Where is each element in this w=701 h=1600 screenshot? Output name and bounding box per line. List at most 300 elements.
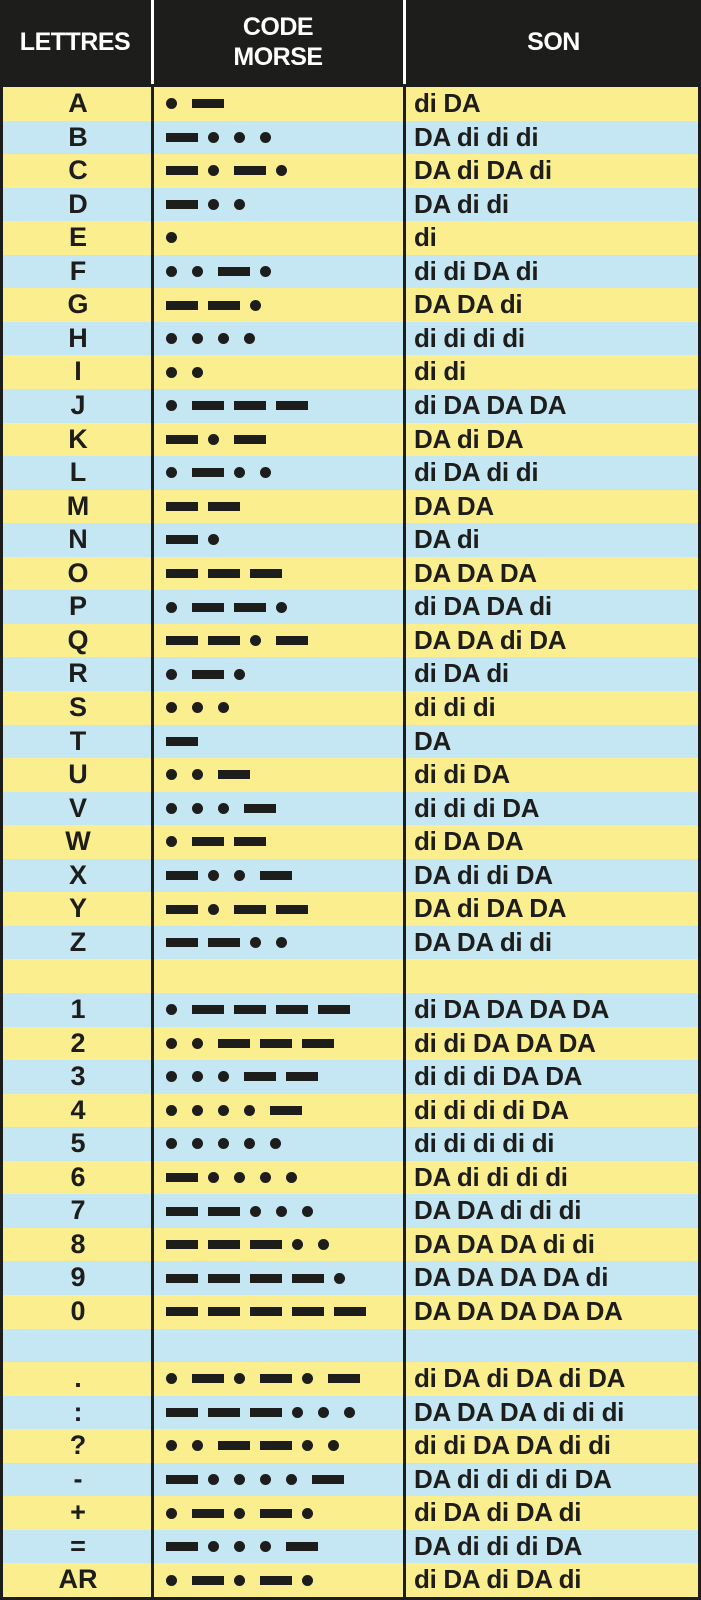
morse-dot [276, 165, 287, 176]
morse-dot [234, 1541, 245, 1552]
column-divider [151, 557, 154, 591]
letter-cell: T [69, 725, 87, 756]
morse-dot [166, 1575, 177, 1586]
morse-dash [192, 670, 224, 679]
morse-dot [286, 1172, 297, 1183]
morse-dash [208, 938, 240, 947]
morse-dash [234, 603, 266, 612]
morse-dot [192, 769, 203, 780]
letter-cell: 8 [70, 1228, 86, 1259]
morse-dash [166, 200, 198, 209]
letter-cell: W [65, 826, 91, 857]
morse-dot [208, 1172, 219, 1183]
letter-cell: V [68, 792, 87, 823]
morse-dot [208, 1474, 219, 1485]
morse-dash [166, 1475, 198, 1484]
letter-cell: 6 [70, 1161, 86, 1192]
morse-code-cell [156, 1563, 413, 1597]
morse-code-cell [156, 892, 413, 926]
column-divider [151, 456, 154, 490]
column-divider [151, 1194, 154, 1228]
morse-dot [166, 803, 177, 814]
morse-dot [234, 1474, 245, 1485]
morse-dash [166, 1542, 198, 1551]
letter-cell: G [67, 289, 89, 320]
morse-dash [244, 804, 276, 813]
morse-code-cell [156, 490, 413, 524]
table-row [3, 322, 698, 356]
morse-dot [250, 635, 261, 646]
morse-code-cell [156, 624, 413, 658]
morse-dot [334, 1273, 345, 1284]
table-row [3, 1094, 698, 1128]
letter-cell: U [68, 759, 88, 790]
table-row [3, 1027, 698, 1061]
morse-dash [270, 1106, 302, 1115]
morse-dot [208, 434, 219, 445]
letter-cell: . [74, 1363, 82, 1394]
morse-code-cell [156, 926, 413, 960]
table-row [3, 993, 698, 1027]
column-divider [151, 1396, 154, 1430]
morse-dash [192, 468, 224, 477]
morse-dash [166, 1207, 198, 1216]
morse-dash [302, 1039, 334, 1048]
sound-cell [406, 959, 688, 993]
morse-dash [276, 905, 308, 914]
letter-cell: Y [68, 893, 87, 924]
morse-code-cell [156, 859, 413, 893]
sound-cell: di di DA [414, 759, 510, 790]
morse-dot [192, 803, 203, 814]
morse-dot [192, 1038, 203, 1049]
morse-dash [166, 133, 198, 142]
letter-cell: Q [67, 624, 89, 655]
morse-dash [292, 1274, 324, 1283]
morse-dash [276, 1005, 308, 1014]
morse-dot [260, 1541, 271, 1552]
morse-dash [234, 435, 266, 444]
morse-dot [276, 602, 287, 613]
morse-code-cell [156, 221, 413, 255]
header-letters-label: LETTRES [19, 28, 131, 56]
table-row [3, 1060, 698, 1094]
morse-dash [192, 1576, 224, 1585]
morse-dash [234, 1005, 266, 1014]
morse-code-cell [156, 1530, 413, 1564]
morse-dot [166, 769, 177, 780]
morse-dash [234, 837, 266, 846]
morse-code-cell [156, 188, 413, 222]
table-row [3, 423, 698, 457]
table-row [3, 691, 698, 725]
morse-dash [208, 502, 240, 511]
table-row [3, 1194, 698, 1228]
morse-dash [260, 1509, 292, 1518]
sound-cell: DA di di [414, 188, 509, 219]
morse-dot [302, 1508, 313, 1519]
morse-dot [292, 1407, 303, 1418]
morse-code-cell [156, 1396, 413, 1430]
morse-dash [166, 166, 198, 175]
morse-dash [260, 871, 292, 880]
morse-dot [250, 1206, 261, 1217]
sound-cell: DA di DA di [414, 155, 552, 186]
sound-cell: di di di di di [414, 1128, 555, 1159]
morse-code-cell [156, 1060, 413, 1094]
letter-cell: J [70, 390, 86, 420]
column-divider [151, 1127, 154, 1161]
table-row [3, 456, 698, 490]
morse-dot [218, 1071, 229, 1082]
sound-cell: DA di [414, 524, 480, 555]
morse-dash [328, 1374, 360, 1383]
header-code [153, 0, 403, 84]
morse-dash [250, 1408, 282, 1417]
column-divider [151, 389, 154, 423]
header-code-line1: CODE [242, 13, 314, 41]
sound-cell: di di [414, 356, 466, 387]
table-row [3, 758, 698, 792]
morse-dot [192, 367, 203, 378]
morse-code-cell [156, 1194, 413, 1228]
letter-cell: 0 [70, 1296, 86, 1326]
morse-dot [244, 333, 255, 344]
table-row [3, 1295, 698, 1329]
morse-dot [208, 199, 219, 210]
morse-dot [260, 266, 271, 277]
morse-code-cell [156, 154, 413, 188]
sound-cell: DA di DA DA [414, 893, 567, 924]
morse-dash [166, 502, 198, 511]
morse-dash [166, 1408, 198, 1417]
morse-dot [192, 702, 203, 713]
morse-dash [250, 1240, 282, 1249]
sound-cell: DA di di di DA [414, 1530, 583, 1561]
table-row [3, 1362, 698, 1396]
morse-dot [208, 534, 219, 545]
column-divider [151, 1530, 154, 1564]
morse-dot [276, 937, 287, 948]
column-divider [151, 255, 154, 289]
morse-dash [318, 1005, 350, 1014]
morse-dash [260, 1374, 292, 1383]
sound-cell: di di di DA [414, 792, 540, 823]
morse-dot [318, 1239, 329, 1250]
sound-cell: DA di di DA [414, 859, 553, 890]
column-divider [151, 523, 154, 557]
morse-dot [260, 1474, 271, 1485]
letter-cell: 7 [70, 1195, 86, 1226]
morse-code-cell [156, 1228, 413, 1262]
morse-dash [192, 1509, 224, 1518]
morse-code-cell [156, 725, 413, 759]
header-letters [0, 0, 150, 84]
morse-dot [234, 870, 245, 881]
morse-dot [234, 1373, 245, 1384]
morse-dot [166, 333, 177, 344]
letter-cell: AR [58, 1564, 98, 1595]
column-divider [151, 691, 154, 725]
sound-cell: DA DA DA DA DA [414, 1296, 623, 1326]
morse-dash [166, 569, 198, 578]
morse-dash [192, 99, 224, 108]
morse-dot [302, 1373, 313, 1384]
letter-cell: 3 [70, 1061, 86, 1092]
morse-dash [208, 569, 240, 578]
letter-cell: L [69, 457, 87, 488]
morse-code-cell [156, 423, 413, 457]
morse-dash [334, 1307, 366, 1316]
morse-dash [250, 1307, 282, 1316]
sound-cell: DA di di di [414, 121, 539, 152]
sound-cell: di DA [414, 88, 481, 118]
sound-cell: DA DA DA DA di [414, 1262, 609, 1293]
morse-code-cell [156, 1463, 413, 1497]
letter-cell: + [70, 1497, 86, 1528]
sound-cell: DA DA di [414, 289, 523, 320]
column-divider [151, 221, 154, 255]
column-divider [151, 657, 154, 691]
table-row [3, 1563, 698, 1597]
sound-cell: DA DA DA [414, 557, 537, 588]
morse-dot [166, 1138, 177, 1149]
morse-dash [276, 401, 308, 410]
letter-cell: Z [69, 926, 87, 957]
column-divider [151, 1362, 154, 1396]
table-row [3, 1261, 698, 1295]
column-divider [151, 121, 154, 155]
morse-dash [312, 1475, 344, 1484]
morse-dash [250, 569, 282, 578]
morse-dash [234, 905, 266, 914]
morse-dash [166, 301, 198, 310]
morse-dash [260, 1039, 292, 1048]
letter-cell: I [74, 356, 82, 387]
morse-dash [166, 938, 198, 947]
header-sound-label: SON [527, 28, 580, 56]
column-divider [151, 825, 154, 859]
column-divider [151, 792, 154, 826]
morse-dash [218, 1039, 250, 1048]
table-row [3, 926, 698, 960]
morse-code-cell [156, 1362, 413, 1396]
column-divider [151, 993, 154, 1027]
morse-code-cell [156, 322, 413, 356]
morse-dash [166, 1173, 198, 1182]
column-divider [151, 322, 154, 356]
morse-code-cell [156, 1127, 413, 1161]
sound-cell: DA di di di di DA [414, 1463, 612, 1494]
sound-cell: di DA DA DA [414, 390, 567, 420]
column-divider [151, 590, 154, 624]
morse-dash [286, 1072, 318, 1081]
column-divider [151, 758, 154, 792]
table-row [3, 725, 698, 759]
morse-dot [234, 132, 245, 143]
column-divider [151, 154, 154, 188]
morse-dot [344, 1407, 355, 1418]
morse-code-cell [156, 1329, 413, 1363]
morse-dash [192, 1374, 224, 1383]
header-code-line2: MORSE [233, 43, 323, 71]
morse-dash [192, 1005, 224, 1014]
sound-cell: DA DA di di di [414, 1195, 582, 1226]
header-sound [406, 0, 701, 84]
morse-dot [166, 367, 177, 378]
table-row [3, 523, 698, 557]
morse-dash [166, 636, 198, 645]
table-row [3, 657, 698, 691]
sound-cell: DA DA DA di di di [414, 1396, 625, 1427]
sound-cell: di di di DA DA [414, 1061, 583, 1092]
table-row [3, 792, 698, 826]
sound-cell: di [414, 222, 437, 253]
table-row [3, 87, 698, 121]
table-row [3, 255, 698, 289]
letter-cell: H [68, 322, 88, 353]
morse-dash [166, 435, 198, 444]
morse-code-cell [156, 523, 413, 557]
morse-dot [234, 199, 245, 210]
morse-dot [166, 266, 177, 277]
header-divider [151, 0, 154, 84]
morse-dash [292, 1307, 324, 1316]
table-row [3, 1496, 698, 1530]
morse-dot [250, 937, 261, 948]
sound-cell: DA di DA [414, 423, 524, 454]
morse-dot [208, 904, 219, 915]
morse-code-cell [156, 825, 413, 859]
sound-cell: di di di di DA [414, 1094, 569, 1125]
column-divider [151, 624, 154, 658]
morse-dot [192, 1105, 203, 1116]
morse-code-cell [156, 121, 413, 155]
sound-cell: DA [414, 725, 451, 756]
morse-code-cell [156, 1161, 413, 1195]
sound-cell: DA DA [414, 490, 494, 521]
morse-dot [208, 870, 219, 881]
column-divider [151, 188, 154, 222]
column-divider [151, 1329, 154, 1363]
column-divider [151, 1563, 154, 1597]
morse-dash [276, 636, 308, 645]
morse-dot [302, 1440, 313, 1451]
table-row [3, 825, 698, 859]
morse-dot [208, 132, 219, 143]
column-divider [151, 1295, 154, 1329]
header-code-label [233, 12, 322, 72]
column-divider [151, 288, 154, 322]
sound-cell: di DA DA [414, 826, 524, 857]
morse-dash [218, 770, 250, 779]
sound-cell: di di DA DA di di [414, 1430, 611, 1461]
letter-cell: : [73, 1396, 83, 1427]
table-row [3, 859, 698, 893]
morse-code-cell [156, 1261, 413, 1295]
morse-code-cell [156, 288, 413, 322]
column-divider [151, 892, 154, 926]
column-divider [151, 859, 154, 893]
sound-cell: di di di [414, 692, 496, 722]
table-row [3, 1127, 698, 1161]
morse-dot [328, 1440, 339, 1451]
sound-cell: di di DA DA DA [414, 1027, 596, 1058]
table-row [3, 121, 698, 155]
morse-code-cell [156, 1094, 413, 1128]
letter-cell: S [68, 692, 87, 722]
morse-dot [318, 1407, 329, 1418]
morse-dash [234, 166, 266, 175]
column-divider [151, 725, 154, 759]
morse-dot [218, 333, 229, 344]
morse-dot [292, 1239, 303, 1250]
letter-cell: 1 [70, 994, 86, 1024]
morse-dash [208, 1307, 240, 1316]
table-row [3, 154, 698, 188]
morse-dash [286, 1542, 318, 1551]
morse-dot [192, 1440, 203, 1451]
sound-cell: DA DA di di [414, 926, 552, 957]
morse-dot [166, 1071, 177, 1082]
morse-code-cell [156, 1027, 413, 1061]
morse-dash [208, 1240, 240, 1249]
table-row [3, 1396, 698, 1430]
header-divider [403, 0, 406, 84]
morse-dot [166, 1038, 177, 1049]
letter-cell: K [68, 423, 88, 454]
morse-dash [166, 1240, 198, 1249]
column-divider [151, 1429, 154, 1463]
table-row [3, 624, 698, 658]
column-divider [151, 423, 154, 457]
table-row [3, 188, 698, 222]
morse-dot [192, 1071, 203, 1082]
column-divider [151, 1060, 154, 1094]
sound-cell: di DA DA DA DA [414, 994, 610, 1024]
morse-dash [192, 401, 224, 410]
morse-dot [208, 1541, 219, 1552]
morse-code-cell [156, 87, 413, 121]
morse-dot [234, 1508, 245, 1519]
morse-dot [166, 602, 177, 613]
morse-dash [260, 1441, 292, 1450]
morse-dot [166, 702, 177, 713]
morse-dot [218, 1138, 229, 1149]
morse-code-cell [156, 993, 413, 1027]
letter-cell: 4 [70, 1094, 86, 1125]
letter-cell: = [70, 1530, 86, 1561]
table-row [3, 355, 698, 389]
letter-cell: M [66, 490, 90, 521]
morse-dash [192, 837, 224, 846]
table-row [3, 892, 698, 926]
column-divider [151, 87, 154, 121]
table-row [3, 389, 698, 423]
morse-dot [166, 232, 177, 243]
morse-dot [234, 467, 245, 478]
morse-dot [166, 1440, 177, 1451]
letter-cell: ? [69, 1430, 87, 1461]
letter-cell: 9 [70, 1262, 86, 1293]
letter-cell: 2 [70, 1027, 86, 1058]
column-divider [151, 1496, 154, 1530]
morse-dot [208, 165, 219, 176]
letter-cell: A [68, 88, 88, 118]
sound-cell: DA di di di di [414, 1161, 568, 1192]
morse-dot [166, 1004, 177, 1015]
morse-dot [166, 1105, 177, 1116]
